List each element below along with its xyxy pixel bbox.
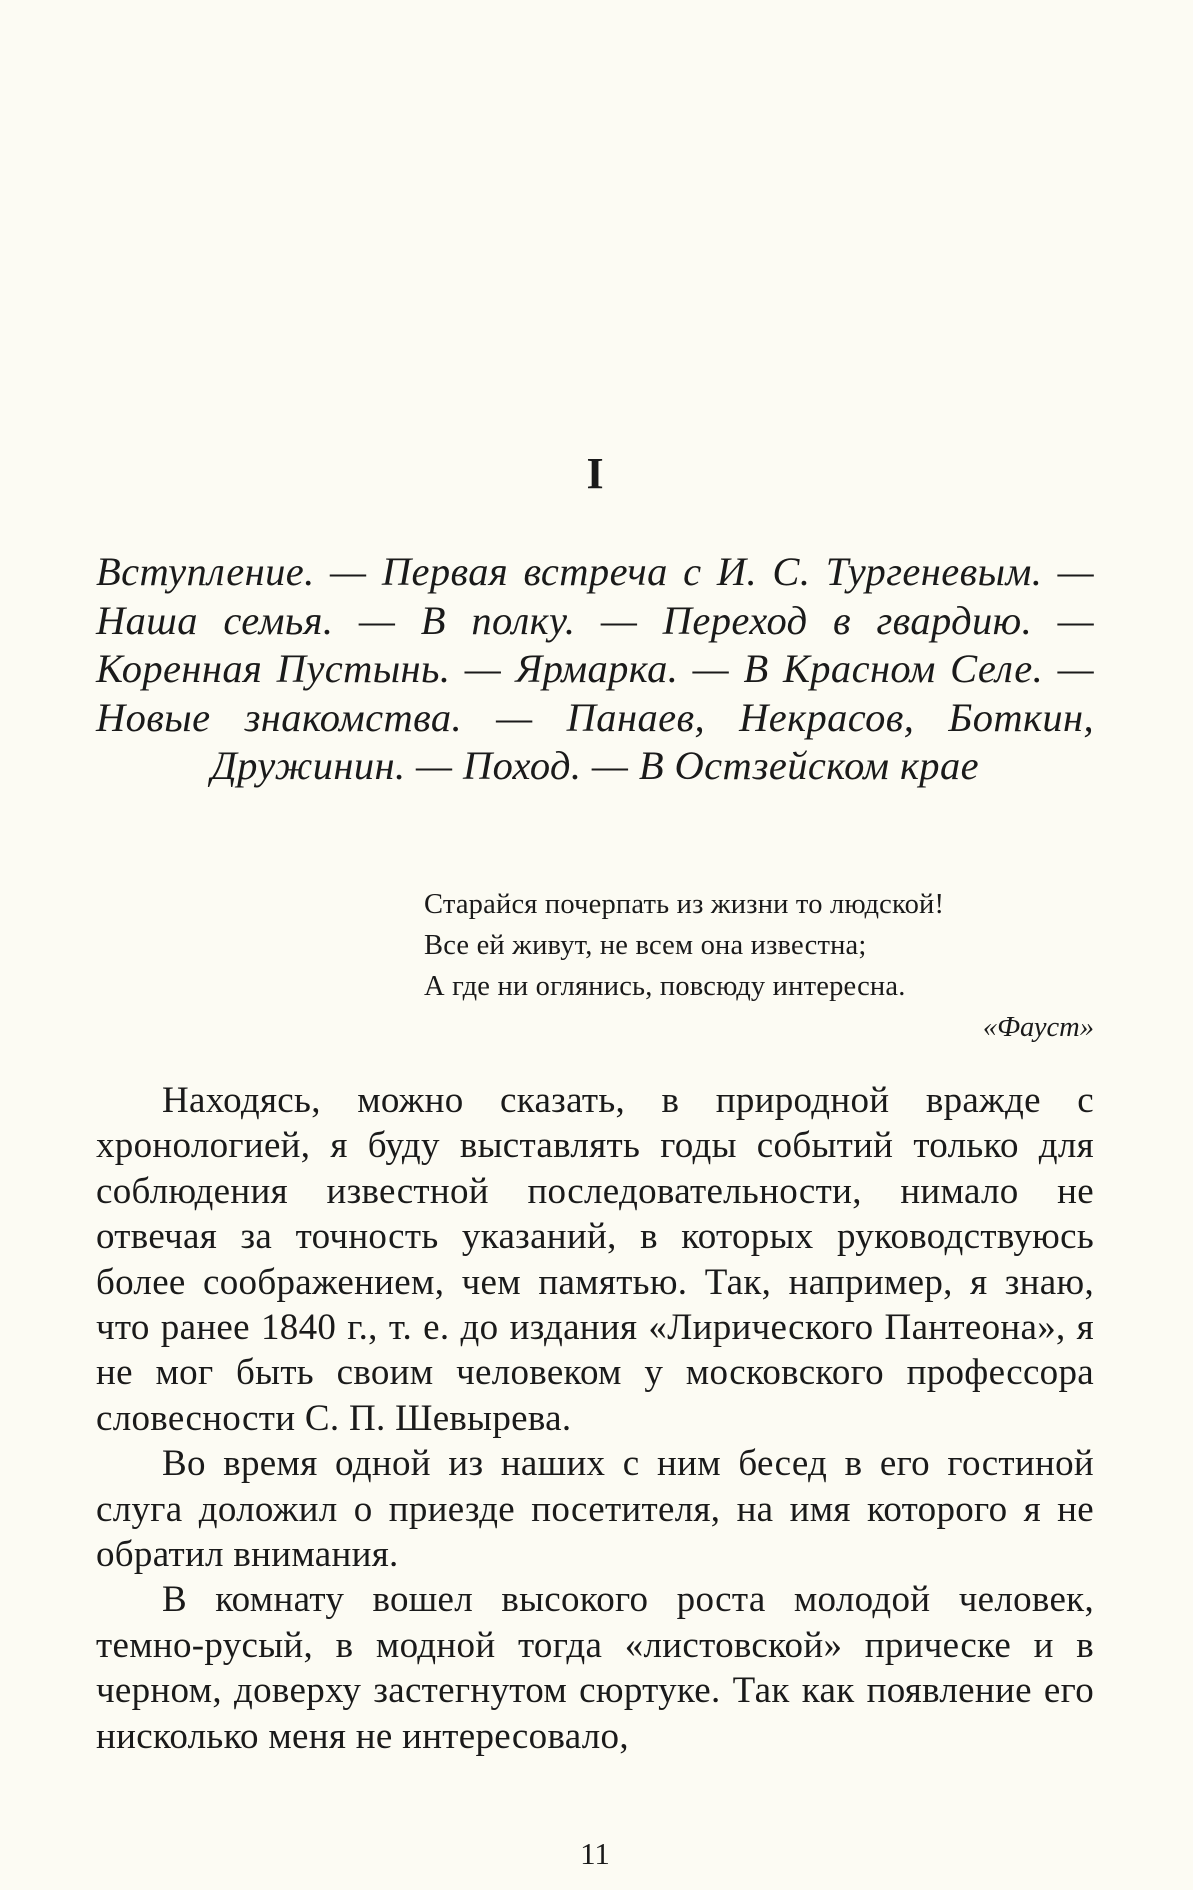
chapter-number: I — [586, 449, 604, 498]
book-page — [96, 0, 1094, 1890]
epigraph-line: Все ей живут, не всем она известна; — [424, 930, 867, 961]
paragraph: В комнату вошел высокого роста молодой человек, темно-русый, в модной тогда «листовской» прическе и в черном, доверху застегнутом сюртуке. Так как появление его нисколько меня не интересовало, — [96, 1579, 1094, 1757]
paragraph: Во время одной из наших с ним бесед в его гостиной слуга доложил о приезде посетителя, на имя которого я не обратил внимания. — [96, 1443, 1094, 1576]
chapter-synopsis: Вступление. — Первая встреча с И. С. Тургеневым. — Наша семья. — В полку. — Переход в гвардию. — Коренная Пустынь. — Ярмарка. — В Красном Селе. — Новые знакомства. — Панаев, Некрасов, Боткин, Дружинин. — Поход. — В Остзейском крае — [96, 549, 1094, 788]
epigraph-line: Старайся почерпать из жизни то людской! — [424, 889, 945, 920]
page-number: 11 — [580, 1836, 610, 1871]
epigraph — [424, 884, 1094, 1048]
epigraph-source: «Фауст» — [982, 1012, 1094, 1043]
body-text — [96, 1078, 1094, 1759]
epigraph-line: А где ни оглянись, повсюду интересна. — [424, 971, 906, 1002]
paragraph: Находясь, можно сказать, в природной вражде с хронологией, я буду выставлять годы событий только для соблюдения известной последовательности, нимало не отвечая за точность указаний, в которых руководствуюсь более соображением, чем памятью. Так, например, я знаю, что ранее 1840 г., т. е. до издания «Лирического Пантеона», я не мог быть своим человеком у московского профессора словесности С. П. Шевырева. — [96, 1080, 1094, 1439]
